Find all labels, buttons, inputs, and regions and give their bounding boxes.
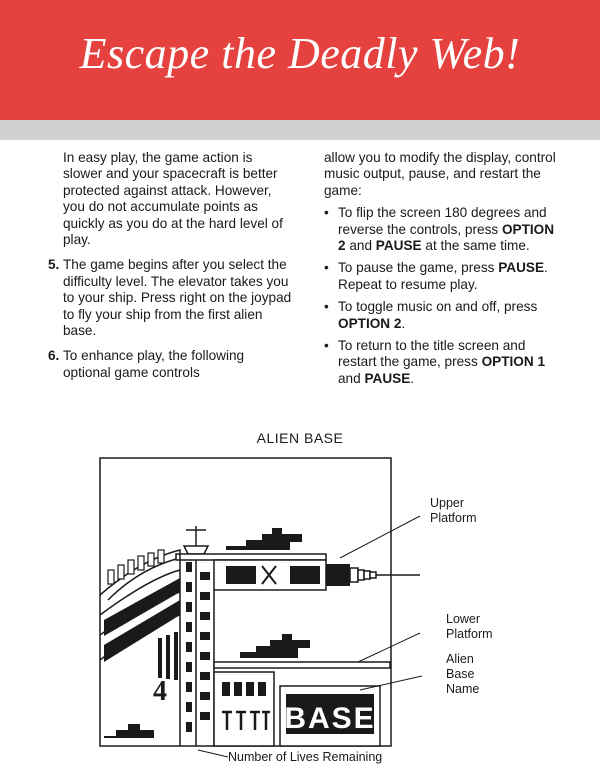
controls-list xyxy=(324,205,560,387)
item-text: To flip the screen 180 degrees and reverse the controls, press xyxy=(338,205,547,237)
bullet-icon: • xyxy=(324,338,329,354)
item-text: . xyxy=(410,370,415,386)
step-text: The game begins after you select the difficulty level. The elevator takes you to your ship. Press right on the joypad to fly your ship from the first alien base. xyxy=(63,257,292,339)
list-item xyxy=(324,299,560,332)
item-text: To toggle music on and off, press xyxy=(338,299,538,315)
lives-digit: 4 xyxy=(153,676,167,707)
decorative-band xyxy=(0,120,600,140)
item-text: To pause the game, press xyxy=(338,260,499,276)
lower-platform-label xyxy=(446,612,493,642)
step-number: 6. xyxy=(48,348,60,364)
item-text: and xyxy=(345,238,376,254)
item-text: at the same time. xyxy=(421,238,530,254)
label-line: Base xyxy=(446,667,475,681)
key-name: PAUSE xyxy=(364,370,411,386)
base-sign: BASE xyxy=(284,702,376,735)
diagram-title: ALIEN BASE xyxy=(256,430,344,446)
bullet-icon: • xyxy=(324,299,329,315)
title-banner xyxy=(0,0,600,120)
label-line: Platform xyxy=(430,511,477,525)
step-number: 5. xyxy=(48,257,60,273)
bullet-icon: • xyxy=(324,205,329,221)
step-6 xyxy=(48,348,294,381)
list-item xyxy=(324,260,560,293)
continuation-paragraph: allow you to modify the display, control music output, pause, and restart the game: xyxy=(324,150,556,198)
item-text: To return to the title screen and restart the game, press xyxy=(338,338,526,370)
alien-base-name-label xyxy=(446,652,479,697)
key-name: PAUSE xyxy=(375,238,422,254)
page-title: Escape the Deadly Web! xyxy=(79,29,521,78)
right-column xyxy=(324,150,560,393)
item-text: . xyxy=(401,315,406,331)
key-name: PAUSE xyxy=(498,260,545,276)
item-text: and xyxy=(338,370,365,386)
label-line: Alien xyxy=(446,652,474,666)
lives-remaining-label: Number of Lives Remaining xyxy=(228,750,383,764)
label-line: Upper xyxy=(430,496,465,510)
label-line: Name xyxy=(446,682,480,696)
bullet-icon: • xyxy=(324,260,329,276)
list-item xyxy=(324,205,560,254)
key-name: OPTION 1 xyxy=(481,354,546,370)
intro-paragraph: In easy play, the game action is slower and your spacecraft is better protected against attack. However, you do not accumulate points as quickly as you do at the hard level of play. xyxy=(63,150,283,248)
step-text: To enhance play, the following optional game controls xyxy=(63,348,245,380)
item-text: . Repeat to resume play. xyxy=(338,260,548,292)
step-5 xyxy=(48,257,294,339)
label-line: Lower xyxy=(446,612,481,626)
left-column xyxy=(48,150,294,381)
lower-platform xyxy=(214,662,390,668)
label-line: Platform xyxy=(446,627,493,641)
left-pillars xyxy=(158,632,178,680)
key-name: OPTION 2 xyxy=(338,221,555,254)
upper-platform-label xyxy=(430,496,477,526)
key-name: OPTION 2 xyxy=(338,315,402,331)
alien-base-diagram xyxy=(0,450,600,781)
list-item xyxy=(324,338,560,387)
